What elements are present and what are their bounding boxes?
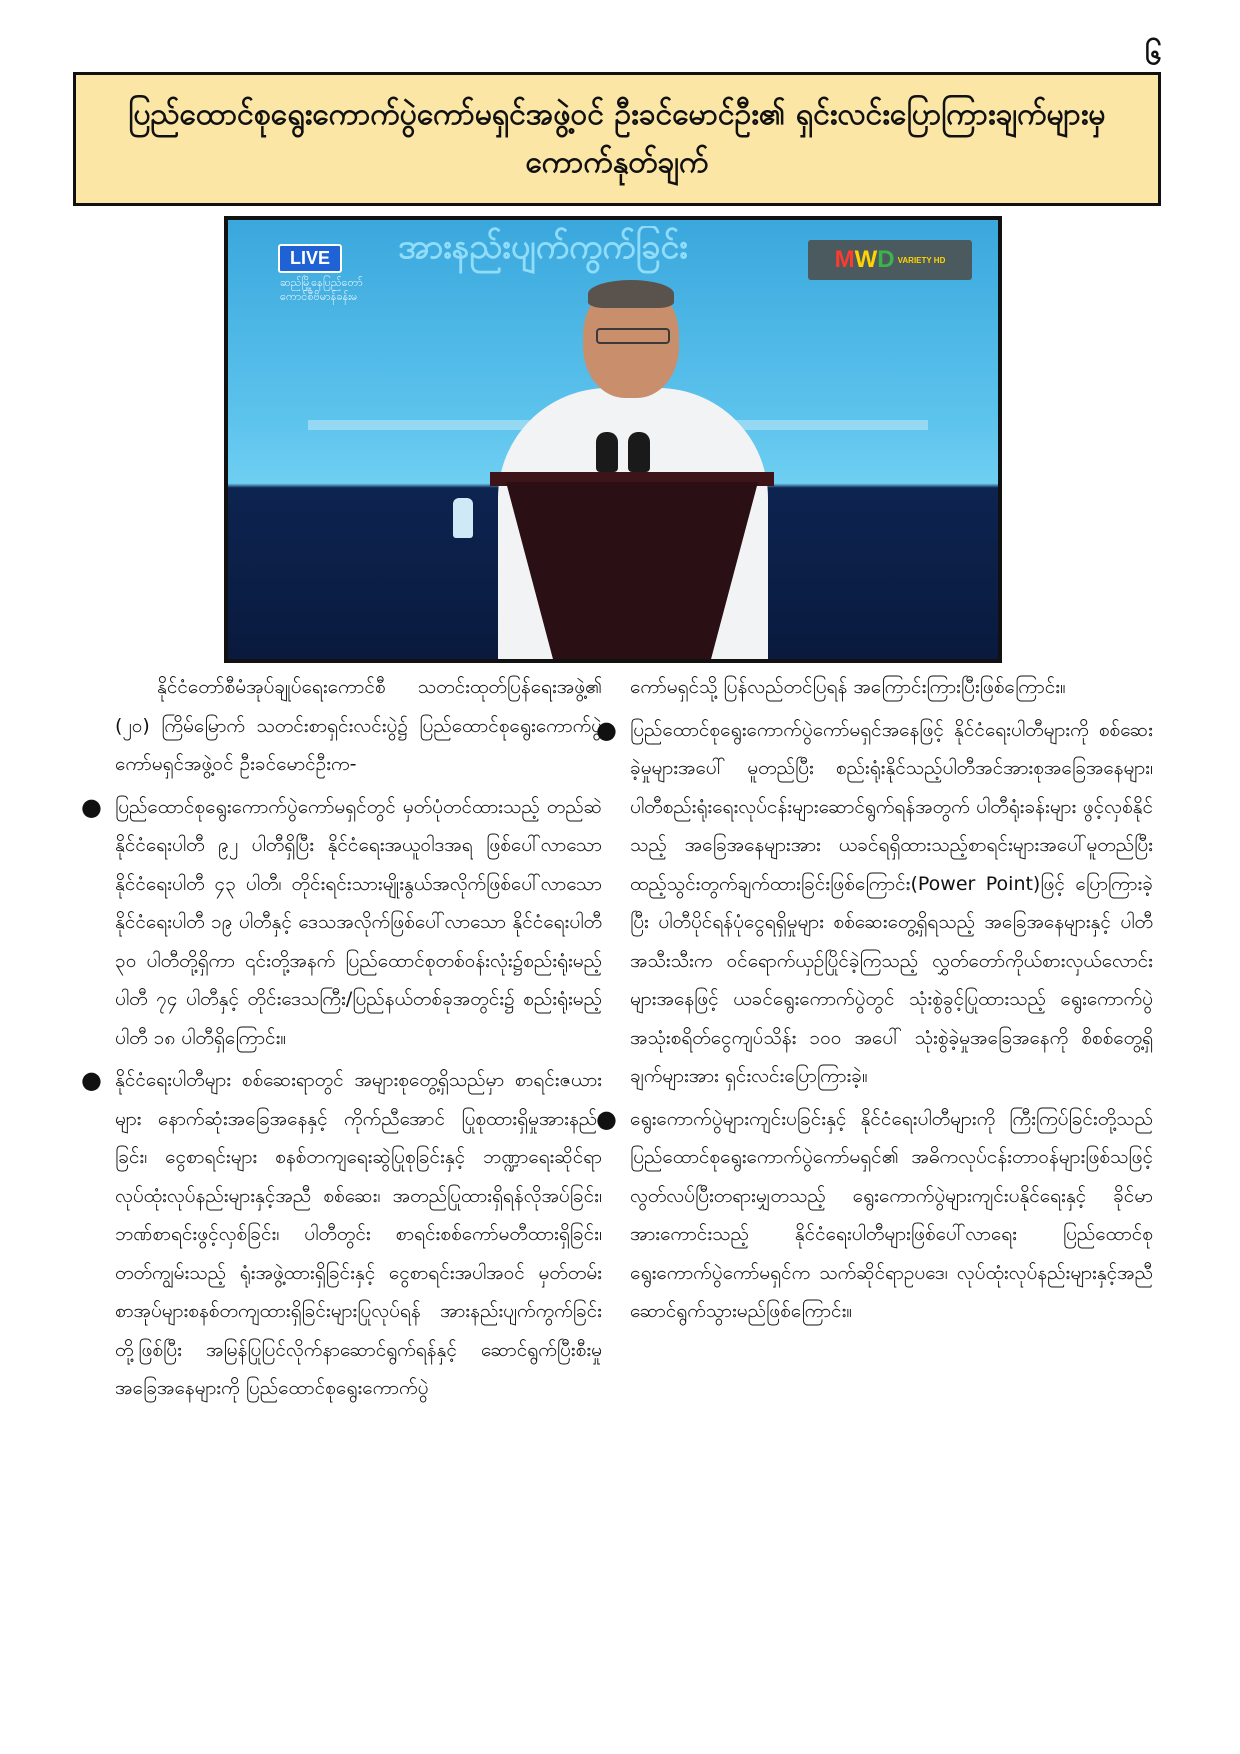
microphone-icon [596, 432, 618, 472]
bullet-text: ရွေးကောက်ပွဲများကျင်းပခြင်းနှင့် နိုင်ငံရေးပါတီများကို ကြီးကြပ်ခြင်းတို့သည် ပြည်ထောင်စုရွေးကောက်ပွဲကော်မရှင်၏ အဓိကလုပ်ငန်းတာဝန်များဖြစ်သဖြင့် လွတ်လပ်ပြီးတရားမျှတသည့် ရွေးကောက်ပွဲများကျင်းပနိုင်ရေးနှင့် ခိုင်မာအားကောင်းသည့် နိုင်ငံရေးပါတီများဖြစ်ပေါ်လာရေး ပြည်ထောင်စုရွေးကောက်ပွဲကော်မရှင်က သက်ဆိုင်ရာဥပဒေ၊ လုပ်ထုံးလုပ်နည်းများနှင့်အညီ ဆောင်ရွက်သွားမည်ဖြစ်ကြောင်း။ [630, 1107, 1153, 1322]
bullet-icon: ● [596, 1104, 617, 1133]
live-subtitle-line-1: ဆည်မြို့နေပြည်တော် [280, 276, 363, 289]
live-subtitle-line-2: ကောင်စီဗိမာန်ခန်းမ [280, 290, 358, 303]
bullet-icon: ● [81, 792, 102, 821]
water-bottle [453, 498, 473, 538]
photo-banner-text: အားနည်းပျက်ကွက်ခြင်း [398, 227, 688, 267]
bullet-text: ပြည်ထောင်စုရွေးကောက်ပွဲကော်မရှင်အနေဖြင့် နိုင်ငံရေးပါတီများကို စစ်ဆေးခဲ့မှုများအပေါ် မူတည်ပြီး စည်းရုံးနိုင်သည့်ပါတီအင်အားစုအခြေအနေများ၊ ပါတီစည်းရုံးရေးလုပ်ငန်းများဆောင်ရွက်ရန်အတွက် ပါတီရုံးခန်းများ ဖွင့်လှစ်နိုင်သည့် အခြေအနေများအား ယခင်ရရှိထားသည့်စာရင်းများအပေါ်မူတည်ပြီး ထည့်သွင်းတွက်ချက်ထားခြင်းဖြစ်ကြောင်း(Power Point)ဖြင့် ပြောကြားခဲ့ပြီး ပါတီပိုင်ရန်ပုံငွေရရှိမှုများ စစ်ဆေးတွေ့ရှိရသည့် အခြေအနေများနှင့် ပါတီအသီးသီးက ဝင်ရောက်ယှဉ်ပြိုင်ခဲ့ကြသည့် လွှတ်တော်ကိုယ်စားလှယ်လောင်းများအနေဖြင့် ယခင်ရွေးကောက်ပွဲတွင် သုံးစွဲခွင့်ပြုထားသည့် ရွေးကောက်ပွဲအသုံးစရိတ်ငွေကျပ်သိန်း ၁၀၀ အပေါ် သုံးစွဲခဲ့မှုအခြေအနေကို စိစစ်တွေ့ရှိချက်များအား ရှင်းလင်းပြောကြားခဲ့။ [630, 718, 1153, 1087]
speaker-hair [588, 280, 674, 308]
microphone-icon [628, 432, 650, 472]
bullet-icon: ● [596, 715, 617, 744]
bullet-paragraph [596, 711, 1153, 1096]
speaker-glasses [596, 328, 670, 344]
channel-logo [808, 240, 972, 280]
channel-logo-w: W [854, 246, 878, 273]
bullet-paragraph [596, 1100, 1153, 1331]
page-number: ၆ [1145, 37, 1162, 72]
press-conference-photo [224, 216, 1002, 663]
title-line-1: ပြည်ထောင်စုရွေးကောက်ပွဲကော်မရှင်အဖွဲ့ဝင် ဦးခင်မောင်ဦး၏ ရှင်းလင်းပြောကြားချက်များမှ [128, 97, 1106, 132]
title-line-2: ကောက်နုတ်ချက် [525, 145, 709, 180]
title-box [73, 72, 1161, 206]
continuation-paragraph: ကော်မရှင်သို့ ပြန်လည်တင်ပြရန် အကြောင်းကြားပြီးဖြစ်ကြောင်း။ [630, 676, 1066, 698]
right-column [596, 668, 1153, 1331]
bullet-text: နိုင်ငံရေးပါတီများ စစ်ဆေးရာတွင် အများစုတွေ့ရှိသည်မှာ စာရင်းဇယားများ နောက်ဆုံးအခြေအနေနှင့် ကိုက်ညီအောင် ပြုစုထားရှိမှုအားနည်းခြင်း၊ ငွေစာရင်းများ စနစ်တကျရေးဆွဲပြုစုခြင်းနှင့် ဘဏ္ဍာရေးဆိုင်ရာ လုပ်ထုံးလုပ်နည်းများနှင့်အညီ စစ်ဆေး၊ အတည်ပြုထားရှိရန်လိုအပ်ခြင်း၊ ဘဏ်စာရင်းဖွင့်လှစ်ခြင်း၊ ပါတီတွင်း စာရင်းစစ်ကော်မတီထားရှိခြင်း၊ တတ်ကျွမ်းသည့် ရုံးအဖွဲ့ထားရှိခြင်းနှင့် ငွေစာရင်းအပါအဝင် မှတ်တမ်းစာအုပ်များစနစ်တကျထားရှိခြင်းများပြုလုပ်ရန် အားနည်းပျက်ကွက်ခြင်းတို့ဖြစ်ပြီး အမြန်ပြုပြင်လိုက်နာဆောင်ရွက်ရန်နှင့် ဆောင်ရွက်ပြီးစီးမှုအခြေအနေများကို ပြည်ထောင်စုရွေးကောက်ပွဲ [115, 1069, 602, 1399]
bullet-paragraph [81, 1061, 602, 1408]
bullet-icon: ● [81, 1066, 102, 1094]
intro-paragraph: နိုင်ငံတော်စီမံအုပ်ချုပ်ရေးကောင်စီ သတင်းထုတ်ပြန်ရေးအဖွဲ့၏ (၂၀) ကြိမ်မြောက် သတင်းစာရှင်းလင်းပွဲ၌ ပြည်ထောင်စုရွေးကောက်ပွဲကော်မရှင်အဖွဲ့ဝင် ဦးခင်မောင်ဦးက- [115, 676, 602, 775]
channel-logo-d: D [877, 246, 895, 273]
live-badge: LIVE [278, 244, 342, 273]
live-subtitle [280, 276, 363, 304]
bullet-text: ပြည်ထောင်စုရွေးကောက်ပွဲကော်မရှင်တွင် မှတ်ပုံတင်ထားသည့် တည်ဆဲနိုင်ငံရေးပါတီ ၉၂ ပါတီရှိပြီး နိုင်ငံရေးအယူဝါဒအရ ဖြစ်ပေါ်လာသော နိုင်ငံရေးပါတီ ၄၃ ပါတီ၊ တိုင်းရင်းသားမျိုးနွယ်အလိုက်ဖြစ်ပေါ်လာသော နိုင်ငံရေးပါတီ ၁၉ ပါတီနှင့် ဒေသအလိုက်ဖြစ်ပေါ်လာသော နိုင်ငံရေးပါတီ ၃၀ ပါတီတို့ရှိကာ ၎င်းတို့အနက် ပြည်ထောင်စုတစ်ဝန်းလုံး၌စည်းရုံးမည့်ပါတီ ၇၄ ပါတီနှင့် တိုင်းဒေသကြီး/ပြည်နယ်တစ်ခုအတွင်း၌ စည်းရုံးမည့်ပါတီ ၁၈ ပါတီရှိကြောင်း။ [115, 795, 602, 1049]
bullet-paragraph [81, 788, 602, 1058]
channel-logo-m: M [834, 246, 855, 273]
left-column [81, 668, 602, 1408]
channel-logo-sub: VARIETY HD [897, 255, 946, 265]
